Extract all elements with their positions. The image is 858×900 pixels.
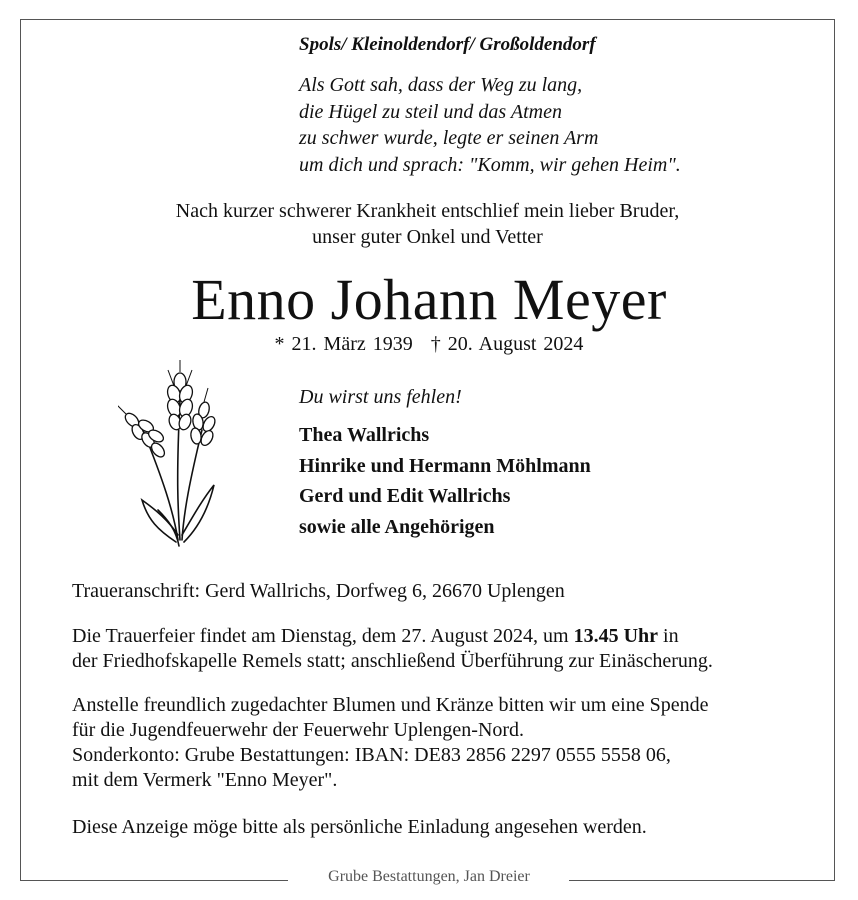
donation-paragraph xyxy=(72,693,708,793)
poem-line: um dich und sprach: "Komm, wir gehen Heim". xyxy=(299,153,681,176)
wheat-ears-icon xyxy=(118,360,228,552)
footer-rule-right xyxy=(569,880,835,881)
intro-text xyxy=(40,198,815,250)
intro-line: Nach kurzer schwerer Krankheit entschlief mein lieber Bruder, xyxy=(175,200,680,222)
donation-line: Anstelle freundlich zugedachter Blumen und Kränze bitten wir um eine Spende xyxy=(72,694,709,716)
mourner-name: Hinrike und Hermann Möhlmann xyxy=(299,454,591,477)
poem xyxy=(299,72,681,178)
footer-rule-left xyxy=(20,880,288,881)
donation-line: für die Jugendfeuerwehr der Feuerwehr Uplengen-Nord. xyxy=(72,719,525,741)
poem-line: die Hügel zu steil und das Atmen xyxy=(299,100,562,123)
mourner-name: sowie alle Angehörigen xyxy=(299,515,495,538)
donation-line: mit dem Vermerk "Enno Meyer". xyxy=(72,769,338,791)
mourners-list xyxy=(299,420,591,542)
service-line-2: der Friedhofskapelle Remels statt; anschließend Überführung zur Einäscherung. xyxy=(72,650,713,672)
mourner-name: Gerd und Edit Wallrichs xyxy=(299,485,511,507)
service-paragraph xyxy=(72,624,713,674)
service-time: 13.45 Uhr xyxy=(573,625,659,647)
service-text: Die Trauerfeier findet am Dienstag, dem 27. August 2024, um xyxy=(72,625,574,647)
death-date: † 20. August 2024 xyxy=(430,333,584,355)
undertaker-credit: Grube Bestattungen, Jan Dreier xyxy=(328,868,530,885)
donation-line: Sonderkonto: Grube Bestattungen: IBAN: DE83 2856 2297 0555 5558 06, xyxy=(72,744,671,766)
service-text: in xyxy=(658,625,679,647)
mourner-name: Thea Wallrichs xyxy=(299,424,430,446)
deceased-name: Enno Johann Meyer xyxy=(191,267,667,332)
birth-date: * 21. März 1939 xyxy=(274,333,413,355)
place-heading: Spols/ Kleinoldendorf/ Großoldendorf xyxy=(299,34,596,55)
poem-line: Als Gott sah, dass der Weg zu lang, xyxy=(299,74,583,96)
invitation-note: Diese Anzeige möge bitte als persönliche Einladung angesehen werden. xyxy=(72,816,647,838)
poem-line: zu schwer wurde, legte er seinen Arm xyxy=(299,127,599,149)
intro-line: unser guter Onkel und Vetter xyxy=(312,226,543,248)
life-dates xyxy=(20,333,838,356)
mourning-address: Traueranschrift: Gerd Wallrichs, Dorfweg 6, 26670 Uplengen xyxy=(72,580,565,602)
farewell-line: Du wirst uns fehlen! xyxy=(299,386,462,408)
service-line-1 xyxy=(72,624,713,649)
